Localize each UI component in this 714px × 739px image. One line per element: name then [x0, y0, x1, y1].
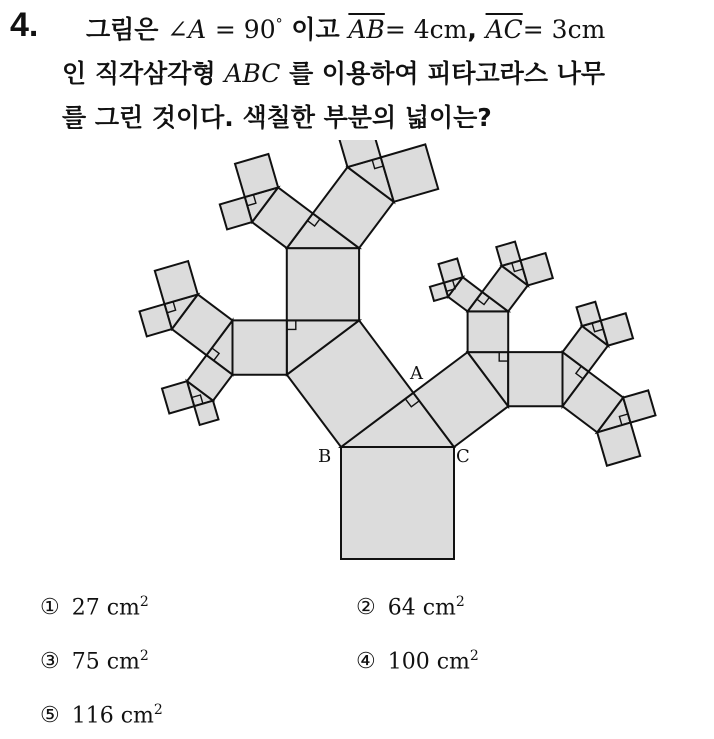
shaded-square: [233, 320, 287, 374]
shaded-square: [521, 253, 553, 285]
choice-mark: ②: [356, 595, 376, 621]
pythagoras-tree-figure: [0, 140, 714, 570]
choice-mark: ④: [356, 649, 376, 675]
shaded-square: [140, 304, 172, 336]
shaded-square-bc: [341, 447, 454, 559]
choice-value: 27: [71, 595, 100, 621]
shaded-square: [577, 302, 601, 326]
choice-mark: ①: [40, 595, 60, 621]
shaded-square: [468, 311, 509, 352]
question-line-2: [62, 54, 605, 90]
shaded-square: [162, 381, 194, 413]
shaded-square: [496, 242, 520, 266]
segment-ab: $\overline{AB}$: [348, 15, 385, 44]
triangle-abc: ABC: [224, 59, 281, 88]
shaded-square: [287, 248, 359, 320]
equation-90: = 90: [214, 15, 276, 44]
shaded-square: [194, 401, 218, 425]
choice-value: 64: [387, 595, 416, 621]
choice-3[interactable]: [40, 648, 149, 674]
choice-power: 2: [153, 702, 163, 718]
question-text: 인 직각삼각형: [62, 59, 216, 88]
choice-power: 2: [139, 648, 149, 664]
shaded-square: [430, 283, 448, 301]
question-line-1: [86, 10, 605, 46]
unit-cm: cm: [567, 15, 606, 44]
shaded-square: [439, 259, 463, 283]
choice-5[interactable]: [40, 702, 163, 728]
label-a: A: [410, 363, 423, 384]
choice-value: 100: [387, 649, 430, 675]
angle-symbol: ∠: [167, 15, 189, 44]
choice-unit: cm: [106, 595, 140, 621]
choice-unit: cm: [106, 649, 140, 675]
equation-ab: = 4: [384, 15, 430, 44]
question-text: 이고: [291, 15, 340, 44]
choice-4[interactable]: [356, 648, 479, 674]
choice-power: 2: [469, 648, 479, 664]
segment-ac: $\overline{AC}$: [485, 15, 523, 44]
choice-unit: cm: [120, 703, 154, 729]
choice-mark: ③: [40, 649, 60, 675]
question-number: 4.: [10, 6, 39, 44]
choice-value: 75: [71, 649, 100, 675]
question-line-3: 를 그린 것이다. 색칠한 부분의 넓이는?: [62, 103, 492, 132]
choice-power: 2: [139, 594, 149, 610]
vertex-a: A: [188, 15, 207, 44]
question-text: 를 이용하여 피타고라스 나무: [289, 59, 605, 88]
label-b: B: [318, 446, 332, 467]
choice-1[interactable]: [40, 594, 149, 620]
comma: ,: [467, 15, 477, 44]
label-c: C: [456, 446, 470, 467]
shaded-square: [601, 313, 633, 345]
choice-value: 116: [71, 703, 114, 729]
equation-ac: = 3: [522, 15, 568, 44]
choice-mark: ⑤: [40, 703, 60, 729]
choice-2[interactable]: [356, 594, 465, 620]
choice-power: 2: [455, 594, 465, 610]
shaded-square: [220, 197, 252, 229]
unit-cm: cm: [429, 15, 468, 44]
degree-symbol: °: [275, 16, 283, 33]
choice-unit: cm: [436, 649, 470, 675]
choice-unit: cm: [422, 595, 456, 621]
question-text: 그림은: [86, 15, 159, 44]
shaded-square: [508, 352, 562, 406]
